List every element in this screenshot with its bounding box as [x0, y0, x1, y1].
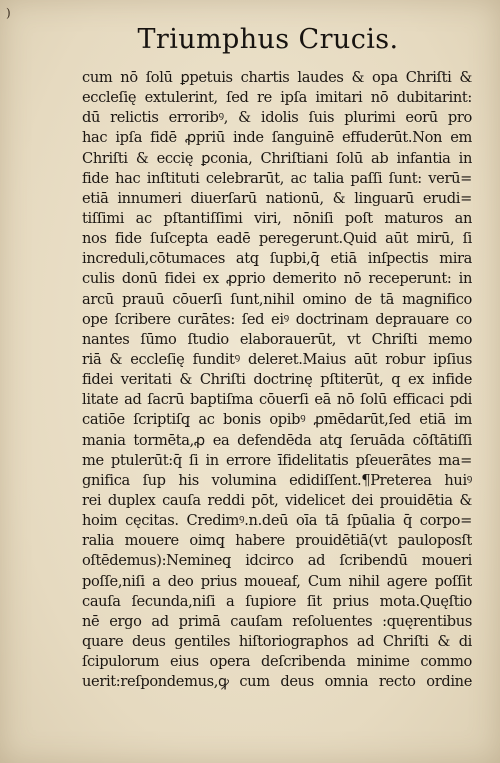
text-line: ſcipulorum eius opera deſcribenda minime commo [82, 653, 472, 671]
text-line: oſtēdemus):Nemineq̧ idcirco ad ſcribendū moueri [82, 552, 472, 570]
text-line: dū relictis erroribꝰ, & idolis ſuis plurimi eorū pro [82, 109, 472, 127]
text-line: fidei veritati & Chriſti doctrinę pſtiterūt, q ex infide [82, 371, 472, 389]
text-line: cauſa ſecunda,niſi a ſupiore ſit prius mota.Quęſtio [82, 592, 472, 610]
text-line: nē ergo ad primā cauſam reſoluentes :quęrentibus [82, 612, 472, 630]
text-line: hoim cęcitas. Credimꝰ.n.deū oīa tā ſpūalia q̄ corpo= [82, 512, 472, 530]
text-line: eccleſię extulerint, ſed re ipſa imitari nō dubitarint: [82, 89, 472, 107]
text-line: hac ipſa fidē ꝓpriū inde ſanguinē effuderūt.Non em [82, 129, 472, 147]
text-line: culis donū fidei ex ꝓprio demerito nō receperunt: in [82, 270, 472, 288]
text-line: poſſe,niſi a deo prius moueaf, Cum nihil agere poſſit [82, 572, 472, 590]
text-line: ralia mouere oimq̧ habere prouidētiā(vt pauloposſt [82, 532, 472, 550]
text-line: Chriſti & eccię ꝑconia, Chriſtiani ſolū ab infantia in [82, 149, 472, 167]
text-line: arcū prauū cōuerſi ſunt,nihil omino de tā magnifico [82, 290, 472, 308]
text-line: fide hac inſtituti celebrarūt, ac talia paſſi ſunt: verū= [82, 169, 472, 187]
text-line: increduli,cōtumaces atq̧ ſupbi,q̄ etiā inſpectis mira [82, 250, 472, 268]
text-line: etiā innumeri diuerſarū nationū, & linguarū erudi= [82, 189, 472, 207]
text-line: cum nō ſolū ꝑpetuis chartis laudes & opa Chriſti & [82, 69, 472, 86]
corner-mark: ) [6, 6, 11, 20]
text-line: me ptulerūt:q̄ ſi in errore īfidelitatis pſeuerātes ma= [82, 451, 472, 469]
text-line: mania tormēta,ꝓ ea defendēda atq̧ ſeruāda cōſtātiſſi [82, 431, 472, 449]
text-line: nantes ſūmo ſtudio elaborauerūt, vt Chriſti memo [82, 330, 472, 348]
text-line: rei duplex cauſa reddi pōt, videlicet dei prouidētia & [82, 491, 472, 509]
text-line: nos fide ſuſcepta eadē peregerunt.Quid aūt mirū, ſi [82, 230, 472, 248]
text-line: uerit:reſpondemus,ꝙ cum deus omnia recto ordine [82, 673, 472, 691]
text-line: riā & eccleſię funditꝰ deleret.Maius aūt robur ipſius [82, 350, 472, 368]
text-line: tiſſimi ac pſtantiſſimi viri, nōniſi poſt maturos an [82, 209, 472, 227]
text-line: quare deus gentiles hiſtoriographos ad Chriſti & di [82, 632, 472, 650]
text-line: ope ſcribere curātes: ſed eiꝰ doctrinam deprauare co [82, 310, 472, 328]
text-line: litate ad ſacrū baptiſma cōuerſi eā nō ſolū efficaci pdi [82, 391, 472, 409]
text-block [82, 68, 472, 692]
page-title: Triumphus Crucis. [137, 24, 399, 55]
text-line: catiōe ſcriptiſq̧ ac bonis opibꝰ ꝓmēdarūt,ſed etiā im [82, 411, 472, 429]
text-line: gnifica ſup his volumina edidiſſent.¶Preterea huiꝰ [82, 471, 472, 489]
